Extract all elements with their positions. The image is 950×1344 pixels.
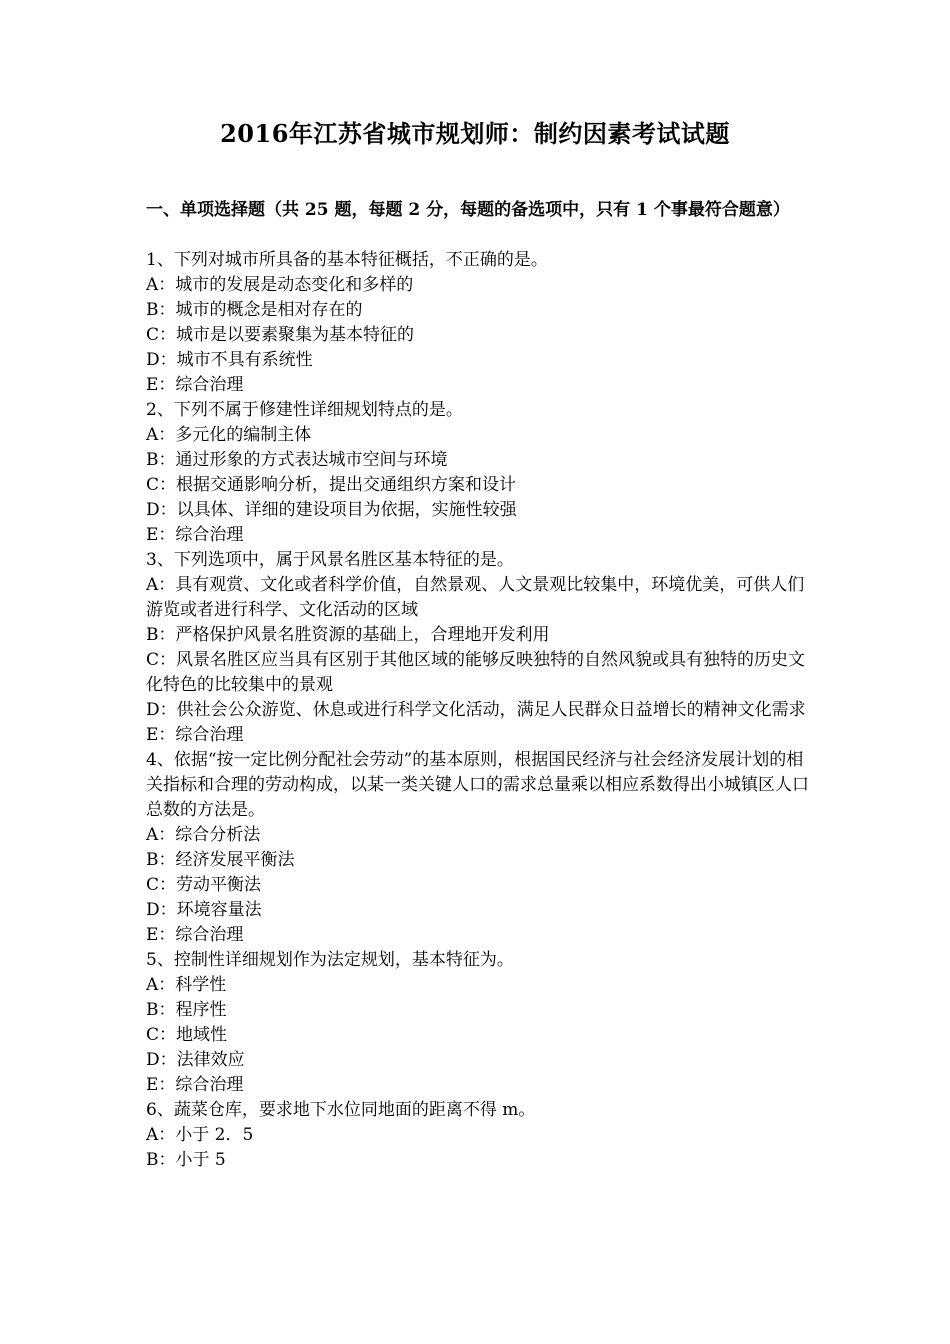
- option-d: D：法律效应: [146, 1050, 245, 1070]
- option-d: D：城市不具有系统性: [146, 350, 313, 370]
- option-c: C：城市是以要素聚集为基本特征的: [146, 325, 415, 345]
- option-b: B：小于 5: [146, 1150, 226, 1170]
- option-b: B：程序性: [146, 1000, 227, 1020]
- question-stem: 6、蔬菜仓库，要求地下水位同地面的距离不得 m。: [146, 1100, 536, 1120]
- option-b: B：城市的概念是相对存在的: [146, 300, 363, 320]
- question-stem: 2、下列不属于修建性详细规划特点的是。: [146, 400, 463, 420]
- option-e: E：综合治理: [146, 375, 244, 395]
- option-c: C：劳动平衡法: [146, 875, 262, 895]
- option-b: B：通过形象的方式表达城市空间与环境: [146, 450, 448, 470]
- option-d: D：供社会公众游览、休息或进行科学文化活动，满足人民群众日益增长的精神文化需求: [146, 700, 806, 720]
- option-a: A：小于 2．5: [146, 1125, 254, 1145]
- option-e: E：综合治理: [146, 925, 244, 945]
- option-b: B：严格保护风景名胜资源的基础上，合理地开发利用: [146, 625, 550, 645]
- question-stem: 1、下列对城市所具备的基本特征概括，不正确的是。: [146, 250, 548, 270]
- option-a: A：综合分析法: [146, 825, 261, 845]
- option-d: D：环境容量法: [146, 900, 262, 920]
- option-e: E：综合治理: [146, 725, 244, 745]
- option-a: A：科学性: [146, 975, 227, 995]
- option-e: E：综合治理: [146, 1075, 244, 1095]
- question-stem: 3、下列选项中，属于风景名胜区基本特征的是。: [146, 550, 514, 570]
- section-heading: 一、单项选择题（共 25 题，每题 2 分，每题的备选项中，只有 1 个事最符合题意）: [146, 200, 790, 220]
- option-b: B：经济发展平衡法: [146, 850, 295, 870]
- option-a: A：具有观赏、文化或者科学价值，自然景观、人文景观比较集中，环境优美，可供人们游览或者进行科学、文化活动的区域: [146, 575, 805, 620]
- option-d: D：以具体、详细的建设项目为依据，实施性较强: [146, 500, 517, 520]
- option-a: A：多元化的编制主体: [146, 425, 312, 445]
- option-c: C：风景名胜区应当具有区别于其他区域的能够反映独特的自然风貌或具有独特的历史文化特色的比较集中的景观: [146, 650, 806, 695]
- option-e: E：综合治理: [146, 525, 244, 545]
- question-stem: 5、控制性详细规划作为法定规划，基本特征为。: [146, 950, 514, 970]
- document-title: 2016年江苏省城市规划师：制约因素考试试题: [220, 119, 730, 148]
- option-c: C：根据交通影响分析，提出交通组织方案和设计: [146, 475, 517, 495]
- question-list: [146, 248, 812, 1173]
- question-stem: 4、依据“按一定比例分配社会劳动”的基本原则，根据国民经济与社会经济发展计划的相关指标和合理的劳动构成，以某一类关键人口的需求总量乘以相应系数得出小城镇区人口总数的方法是。: [146, 750, 809, 820]
- option-c: C：地域性: [146, 1025, 228, 1045]
- option-a: A：城市的发展是动态变化和多样的: [146, 275, 414, 295]
